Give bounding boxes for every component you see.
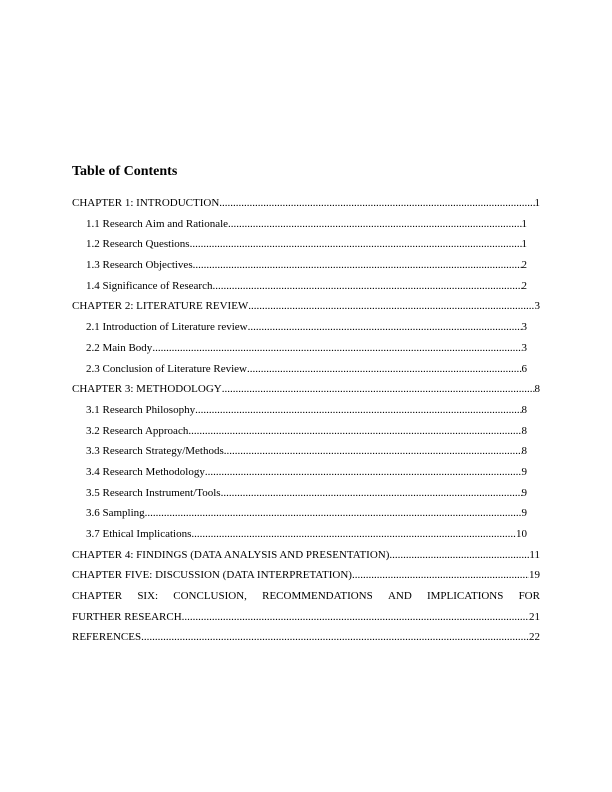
toc-entry-label: 3.4 Research Methodology xyxy=(86,465,205,478)
toc-entry-word: RECOMMENDATIONS xyxy=(262,590,373,603)
toc-entry-label: CHAPTER FIVE: DISCUSSION (DATA INTERPRETATION) xyxy=(72,569,352,582)
toc-page-number: 8 xyxy=(521,424,527,437)
toc-entry-label: 1.2 Research Questions xyxy=(86,238,190,251)
toc-dot-leader xyxy=(152,338,521,359)
toc-entry-label: CHAPTER 3: METHODOLOGY xyxy=(72,383,222,396)
toc-page-number: 8 xyxy=(521,403,527,416)
toc-entry-label: FURTHER RESEARCH xyxy=(72,610,182,623)
toc-entry-word: IMPLICATIONS xyxy=(426,590,504,603)
toc-entry-label: 1.1 Research Aim and Rationale xyxy=(86,217,229,230)
toc-entry-label: 3.6 Sampling xyxy=(86,507,145,520)
toc-page-number: 2 xyxy=(521,259,527,272)
toc-section-entry[interactable] xyxy=(72,421,527,442)
toc-section-entry[interactable] xyxy=(72,359,527,380)
toc-section-entry[interactable] xyxy=(72,503,527,524)
toc-page-number: 3 xyxy=(521,321,527,334)
toc-page-number: 9 xyxy=(521,486,527,499)
toc-entry-label: CHAPTER 4: FINDINGS (DATA ANALYSIS AND PRESENTATION) xyxy=(72,548,390,561)
toc-dot-leader xyxy=(248,296,534,317)
toc-dot-leader xyxy=(190,234,522,255)
toc-section-entry[interactable] xyxy=(72,338,527,359)
toc-entry-label: CHAPTER 1: INTRODUCTION xyxy=(72,197,220,209)
toc-section-entry[interactable] xyxy=(72,276,527,297)
toc-page-number: 3 xyxy=(521,341,527,354)
toc-page-number: 10 xyxy=(516,528,527,540)
toc-section-entry[interactable] xyxy=(72,441,527,462)
toc-page-number: 6 xyxy=(521,362,527,375)
toc-page-number: 11 xyxy=(529,548,540,561)
toc-entry-word: FOR xyxy=(518,590,540,603)
toc-dot-leader xyxy=(195,400,521,421)
toc-entry-label: REFERENCES xyxy=(72,631,142,644)
toc-entry-label: 1.4 Significance of Research xyxy=(86,279,213,292)
toc-dot-leader xyxy=(205,462,522,483)
toc-chapter-entry-line2[interactable] xyxy=(72,607,540,628)
toc-chapter-entry[interactable] xyxy=(72,193,540,214)
toc-entry-label: 3.7 Ethical Implications xyxy=(86,528,192,540)
toc-section-entry[interactable] xyxy=(72,462,527,483)
toc-dot-leader xyxy=(212,276,521,297)
toc-section-entry[interactable] xyxy=(72,483,527,504)
toc-entry-label: 3.5 Research Instrument/Tools xyxy=(86,486,221,499)
toc-page-number: 9 xyxy=(521,465,527,478)
toc-page-number: 3 xyxy=(534,300,540,313)
toc-entry-list xyxy=(72,193,540,648)
toc-entry-label: 3.1 Research Philosophy xyxy=(86,403,196,416)
toc-entry-label: 3.2 Research Approach xyxy=(86,424,189,437)
toc-dot-leader xyxy=(191,524,516,545)
toc-entry-label: 3.3 Research Strategy/Methods xyxy=(86,445,224,458)
toc-entry-word: CHAPTER xyxy=(72,590,123,603)
toc-page-number: 8 xyxy=(534,383,540,396)
toc-dot-leader xyxy=(352,565,529,586)
toc-entry-word: SIX: xyxy=(137,590,159,603)
toc-dot-leader xyxy=(193,255,522,276)
toc-dot-leader xyxy=(182,607,529,628)
toc-dot-leader xyxy=(145,503,522,524)
toc-dot-leader xyxy=(219,193,534,214)
toc-page-number: 21 xyxy=(529,610,540,623)
toc-chapter-entry[interactable] xyxy=(72,545,540,566)
toc-page-number: 22 xyxy=(529,631,540,644)
toc-page-number: 19 xyxy=(529,569,540,582)
toc-section-entry[interactable] xyxy=(72,255,527,276)
toc-entry-label: CHAPTER 2: LITERATURE REVIEW xyxy=(72,300,249,313)
toc-references-entry[interactable] xyxy=(72,627,540,648)
toc-dot-leader xyxy=(141,627,529,648)
toc-entry-word: CONCLUSION, xyxy=(173,590,247,603)
toc-dot-leader xyxy=(188,421,521,442)
toc-dot-leader xyxy=(389,545,529,566)
toc-page-number: 9 xyxy=(521,507,527,520)
toc-chapter-entry[interactable] xyxy=(72,565,540,586)
toc-dot-leader xyxy=(224,441,522,462)
toc-entry-label: 1.3 Research Objectives xyxy=(86,259,193,272)
toc-entry-label: 2.1 Introduction of Literature review xyxy=(86,321,248,334)
toc-section-entry[interactable] xyxy=(72,317,527,338)
toc-page-number: 1 xyxy=(534,197,540,209)
toc-section-entry[interactable] xyxy=(72,214,527,235)
toc-section-entry[interactable] xyxy=(72,234,527,255)
toc-page-number: 1 xyxy=(521,238,527,251)
toc-dot-leader xyxy=(248,317,522,338)
toc-dot-leader xyxy=(221,483,522,504)
toc-entry-label: 2.3 Conclusion of Literature Review xyxy=(86,362,247,375)
toc-chapter-entry-line1[interactable] xyxy=(72,586,540,607)
toc-page-number: 1 xyxy=(521,217,527,230)
table-of-contents xyxy=(72,163,540,648)
toc-chapter-entry[interactable] xyxy=(72,296,540,317)
toc-page-number: 8 xyxy=(521,445,527,458)
toc-dot-leader xyxy=(228,214,521,235)
toc-dot-leader xyxy=(222,379,535,400)
toc-entry-label: 2.2 Main Body xyxy=(86,341,153,354)
toc-section-entry[interactable] xyxy=(72,400,527,421)
toc-section-entry[interactable] xyxy=(72,524,527,545)
toc-dot-leader xyxy=(247,359,522,380)
toc-title: Table of Contents xyxy=(72,164,178,179)
toc-page-number: 2 xyxy=(521,279,527,292)
toc-chapter-entry[interactable] xyxy=(72,379,540,400)
toc-entry-word: AND xyxy=(387,590,412,603)
